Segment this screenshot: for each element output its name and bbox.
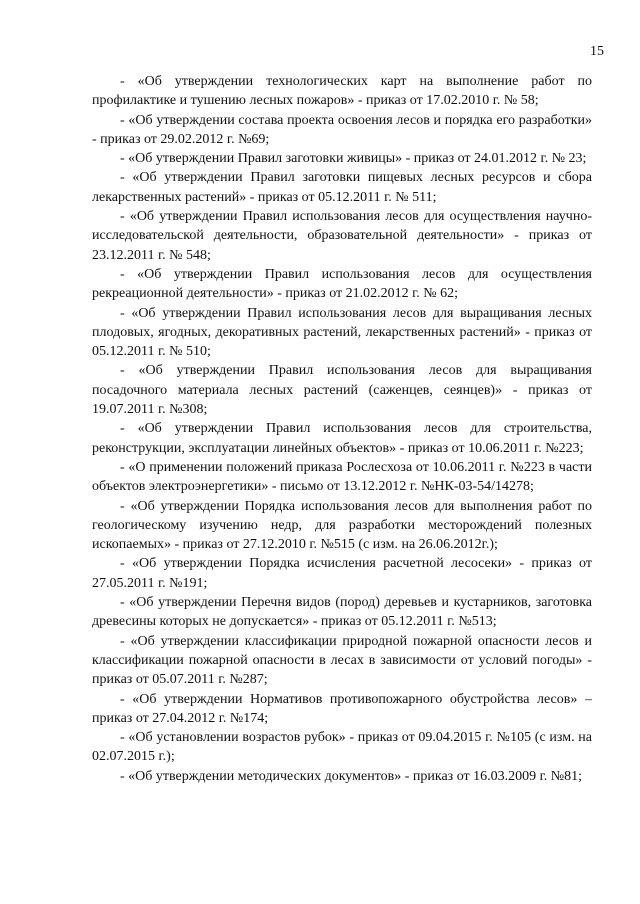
list-item: - «Об утверждении Нормативов противопожарного обустройства лесов» – приказ от 27.04.2012 г. №174; [92, 691, 592, 726]
list-item: - «Об утверждении Порядка использования лесов для выполнения работ по геологическому изучению недр, для разработки месторождений полезных ископаемых» - приказ от 27.12.2010 г. №515 (с изм. на 26.06.2012г.); [92, 498, 592, 553]
list-item: - «Об установлении возрастов рубок» - приказ от 09.04.2015 г. №105 (с изм. на 02.07.2015 г.); [92, 730, 592, 765]
list-item: - «Об утверждении Перечня видов (пород) деревьев и кустарников, заготовка древесины которых не допускается» - приказ от 05.12.2011 г. №513; [92, 595, 592, 630]
list-item: - «Об утверждении Правил заготовки живицы» - приказ от 24.01.2012 г. № 23; [120, 151, 587, 167]
list-item: - «О применении положений приказа Рослесхоза от 10.06.2011 г. №223 в части объектов электроэнергетики» - письмо от 13.12.2012 г. №НК-03-54/14278; [92, 459, 592, 495]
list-item: - «Об утверждении состава проекта освоения лесов и порядка его разработки» - приказ от 29.02.2012 г. №69; [92, 112, 592, 147]
page-number: 15 [590, 44, 604, 59]
regulations-list [92, 72, 592, 786]
list-item: - «Об утверждении классификации природной пожарной опасности лесов и классификации пожарной опасности в лесах в зависимости от условий погоды» - приказ от 05.07.2011 г. №287; [92, 633, 592, 688]
list-item: - «Об утверждении Правил использования лесов для осуществления научно-исследовательской деятельности, образовательной деятельности» - приказ от 23.12.2011 г. № 548; [92, 209, 592, 263]
list-item: - «Об утверждении Правил использования лесов для выращивания лесных плодовых, ягодных, декоративных растений, лекарственных растений» - приказ от 05.12.2011 г. № 510; [92, 305, 592, 360]
list-item: - «Об утверждении Правил использования лесов для строительства, реконструкции, эксплуатации линейных объектов» - приказ от 10.06.2011 г. №223; [92, 421, 592, 456]
list-item: - «Об утверждении технологических карт на выполнение работ по профилактике и тушению лесных пожаров» - приказ от 17.02.2010 г. № 58; [92, 74, 592, 109]
list-item: - «Об утверждении Правил использования лесов для осуществления рекреационной деятельности» - приказ от 21.02.2012 г. № 62; [92, 266, 592, 302]
list-item: - «Об утверждении Правил заготовки пищевых лесных ресурсов и сбора лекарственных растений» - приказ от 05.12.2011 г. № 511; [92, 170, 592, 205]
list-item: - «Об утверждении Правил использования лесов для выращивания посадочного материала лесных растений (саженцев, сеянцев)» - приказ от 19.07.2011 г. №308; [92, 363, 592, 418]
list-item: - «Об утверждении методических документов» - приказ от 16.03.2009 г. №81; [120, 768, 583, 784]
list-item: - «Об утверждении Порядка исчисления расчетной лесосеки» - приказ от 27.05.2011 г. №191; [92, 556, 592, 591]
